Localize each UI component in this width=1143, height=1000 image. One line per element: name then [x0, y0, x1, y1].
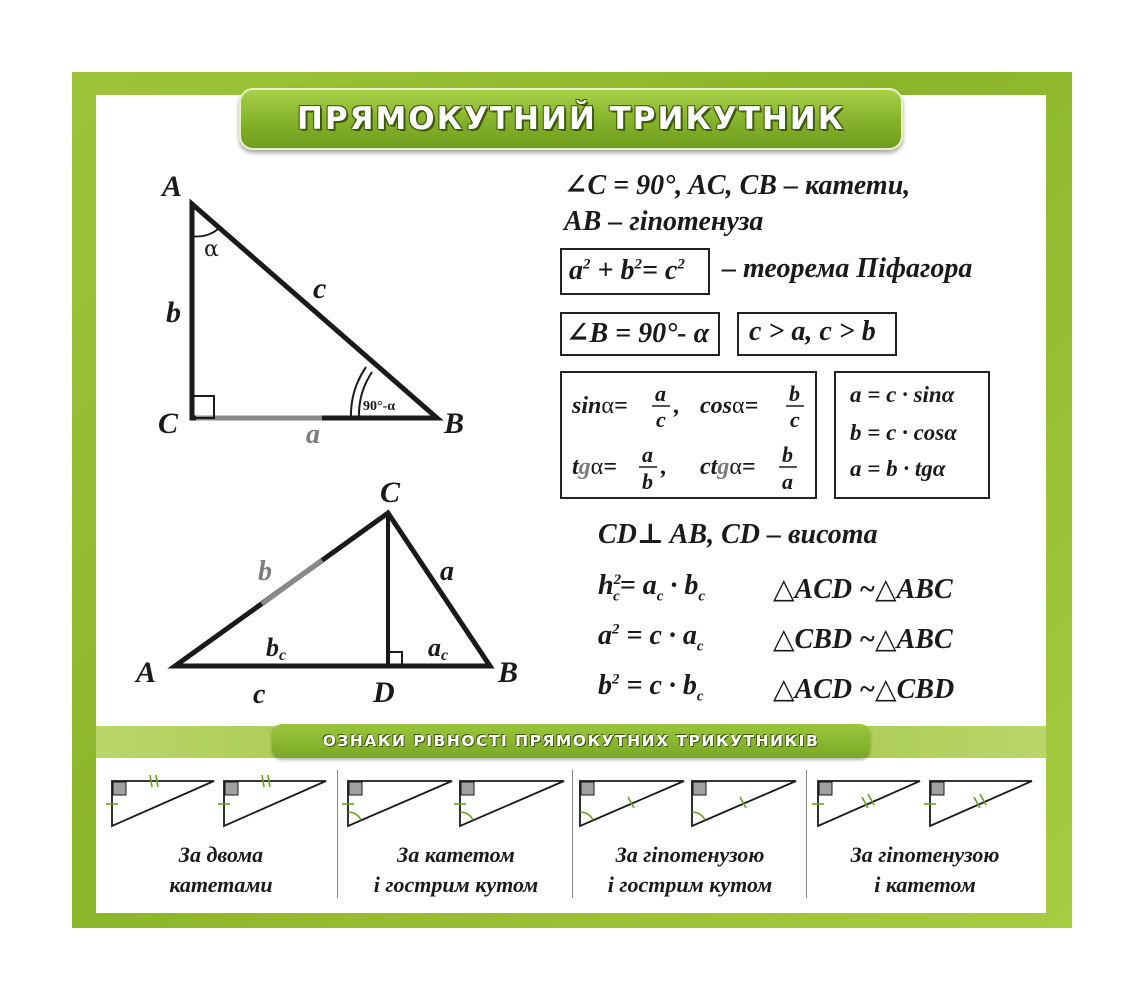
- a-tg-formula: a = b · tgα: [850, 456, 946, 481]
- side-a-label-2: a: [440, 556, 454, 587]
- triangle-abc-outline-2: [175, 513, 490, 666]
- criteria-right-angle-7: [819, 782, 832, 795]
- criteria-divider-1: [337, 770, 338, 898]
- tg-num: a: [642, 442, 653, 467]
- criteria-right-angle-1: [113, 782, 126, 795]
- criteria-1-triangle-1: [112, 781, 214, 826]
- criteria-2-line-2: і гострим кутом: [373, 872, 539, 897]
- h-relation: $h^2_c= a_c \cdot b_c$: [598, 570, 706, 605]
- angle-b-formula: ∠B = 90°- α: [566, 318, 710, 349]
- pythagoras-label: – теорема Піфагора: [722, 253, 973, 284]
- segment-bc-label: bc: [266, 633, 287, 664]
- angle-arc-5: [580, 812, 593, 820]
- b-relation: $b^2 = c \cdot b_c$: [598, 670, 704, 705]
- criteria-divider-2: [572, 770, 573, 898]
- cos-label: cosα=: [700, 393, 759, 419]
- criteria-4-triangle-2: [930, 781, 1032, 826]
- criteria-caption-2: [343, 840, 569, 900]
- side-b-label-2: b: [258, 556, 272, 587]
- sin-den: c: [656, 407, 666, 432]
- comma-1: ,: [674, 393, 680, 419]
- tg-label: tgα=: [572, 454, 617, 480]
- compare-formula: c > a, c > b: [749, 316, 876, 347]
- angle-arc-4: [460, 812, 473, 820]
- side-c-label: c: [313, 272, 327, 305]
- tick-2c: [268, 775, 270, 787]
- criteria-2-triangle-2: [460, 781, 564, 826]
- right-angle-mark: [192, 396, 214, 418]
- angle-b-label: 90°-α: [363, 399, 396, 414]
- tick-2b: [262, 775, 264, 787]
- side-b-label: b: [166, 296, 181, 329]
- angle-alpha-arc: [192, 229, 218, 236]
- a-relation: $a^2 = c \cdot a_c$: [598, 620, 704, 655]
- criteria-caption-1: [110, 840, 332, 900]
- criteria-divider-3: [806, 770, 807, 898]
- cos-den: c: [790, 407, 800, 432]
- criteria-4-line-2: і катетом: [874, 872, 976, 897]
- criteria-right-angle-8: [931, 782, 944, 795]
- sin-label: sinα=: [572, 393, 628, 419]
- vertex-c-label: C: [158, 407, 179, 440]
- vertex-a-label: A: [162, 170, 183, 203]
- vertex-b-label-2: B: [498, 656, 519, 689]
- criteria-4-line-1: За гіпотенузою: [850, 842, 1000, 867]
- trig-ratios: [560, 371, 817, 499]
- criteria-1-triangle-2: [224, 781, 326, 826]
- segment-ac-label: ac: [428, 633, 449, 664]
- cos-num: b: [789, 381, 800, 406]
- criteria-right-angle-6: [693, 782, 706, 795]
- angle-arc-6: [692, 812, 705, 820]
- criteria-right-angle-3: [349, 782, 362, 795]
- triangle-abc-outline: [192, 204, 437, 418]
- b-cos-formula: b = c · cosα: [850, 420, 957, 445]
- similarity-1: △ACD ~△ABC: [773, 574, 953, 605]
- tick-1c: [156, 775, 158, 787]
- criteria-3-line-2: і гострим кутом: [607, 872, 773, 897]
- alpha-label: α: [204, 237, 219, 262]
- pythagoras-formula: $a^2 + b^2= c^2$: [569, 255, 685, 286]
- height-statement: CD⊥ AB, CD – висота: [598, 519, 878, 550]
- criteria-caption-3: [577, 840, 803, 900]
- altitude-triangle-diagram: [130, 475, 530, 720]
- vertex-c-label-2: C: [380, 476, 401, 509]
- criteria-right-angle-5: [581, 782, 594, 795]
- similarity-2: △CBD ~△ABC: [773, 624, 953, 655]
- sin-num: a: [655, 381, 666, 406]
- vertex-a-label-2: A: [136, 656, 157, 689]
- ctg-den: a: [782, 469, 793, 494]
- hypotenuse-statement: AB – гіпотенуза: [564, 206, 764, 237]
- right-triangle-diagram: [150, 165, 480, 455]
- angle-arc-3: [348, 812, 361, 820]
- criteria-2-triangle-1: [348, 781, 452, 826]
- right-angle-statement: ∠C = 90°, AC, CB – катети,: [564, 170, 911, 201]
- similarity-3: △ACD ~△CBD: [773, 674, 955, 705]
- criteria-caption-4: [812, 840, 1038, 900]
- criteria-title: ОЗНАКИ РІВНОСТІ ПРЯМОКУТНИХ ТРИКУТНИКІВ: [322, 732, 820, 750]
- congruence-criteria-diagrams: [96, 765, 1046, 835]
- a-sin-formula: a = c · sinα: [850, 382, 955, 407]
- vertex-b-label: B: [444, 407, 465, 440]
- criteria-right-angle-4: [461, 782, 474, 795]
- side-a-label: a: [306, 419, 320, 450]
- comma-2: ,: [661, 454, 667, 480]
- criteria-3-line-1: За гіпотенузою: [615, 842, 765, 867]
- criteria-4-triangle-1: [818, 781, 920, 826]
- page-title: ПРЯМОКУТНИЙ ТРИКУТНИК: [296, 101, 846, 137]
- criteria-right-angle-2: [225, 782, 238, 795]
- ctg-label: ctgα=: [700, 454, 756, 480]
- criteria-1-line-1: За двома: [178, 842, 264, 867]
- tick-1b: [150, 775, 152, 787]
- tg-den: b: [642, 469, 653, 494]
- ctg-num: b: [782, 442, 793, 467]
- side-c-label-2: c: [253, 679, 266, 710]
- criteria-2-line-1: За катетом: [397, 842, 515, 867]
- vertex-d-label: D: [373, 676, 395, 709]
- criteria-1-line-2: катетами: [169, 872, 273, 897]
